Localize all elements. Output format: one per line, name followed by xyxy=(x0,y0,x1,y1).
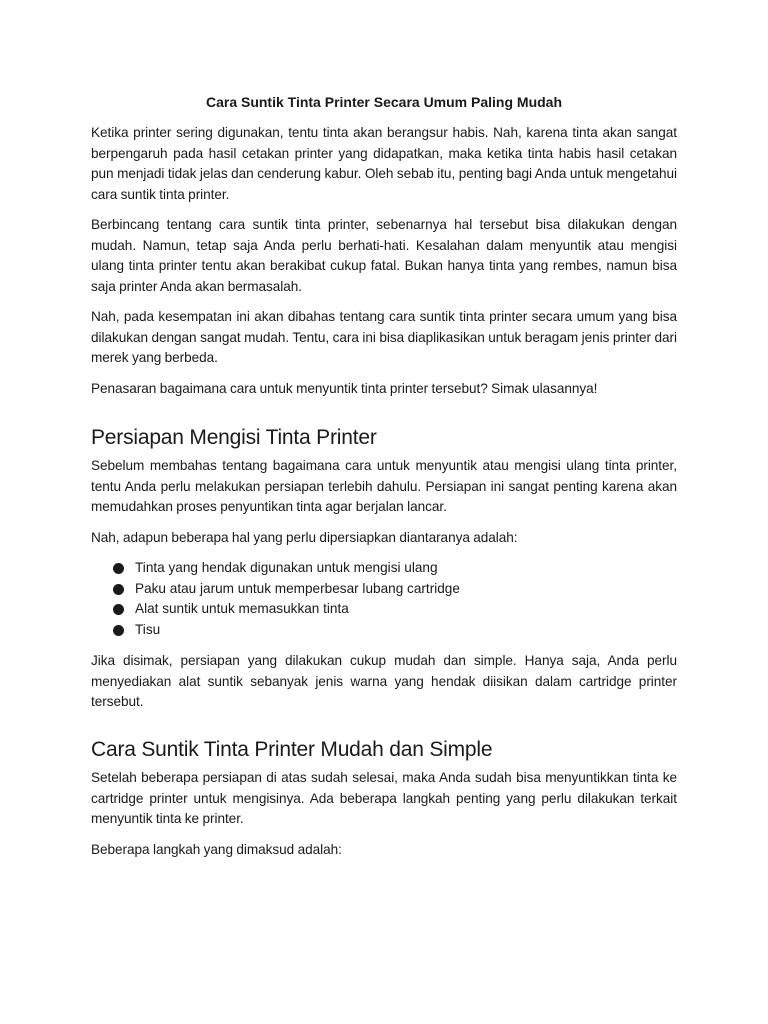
section-heading-cara-suntik: Cara Suntik Tinta Printer Mudah dan Simple xyxy=(91,738,493,761)
list-item-text: Paku atau jarum untuk memperbesar lubang cartridge xyxy=(135,580,460,596)
intro-paragraph-3: Nah, pada kesempatan ini akan dibahas tentang cara suntik tinta printer secara umum yang bisa dilakukan dengan sangat mudah. Tentu, cara ini bisa diaplikasikan untuk beragam jenis printer dari merek yang berbeda. xyxy=(91,309,677,366)
bullet-icon xyxy=(113,563,124,574)
intro-paragraph-4: Penasaran bagaimana cara untuk menyuntik tinta printer tersebut? Simak ulasannya! xyxy=(91,381,598,396)
list-item xyxy=(91,579,677,600)
list-item-text: Tisu xyxy=(135,621,161,637)
intro-paragraph-2: Berbincang tentang cara suntik tinta printer, sebenarnya hal tersebut bisa dilakukan dengan mudah. Namun, tetap saja Anda perlu berhati-hati. Kesalahan dalam menyuntik atau mengisi ulang tinta printer tentu akan berakibat cukup fatal. Bukan hanya tinta yang rembes, namun bisa saja printer Anda akan bermasalah. xyxy=(91,217,677,294)
section1-paragraph-1: Sebelum membahas tentang bagaimana cara untuk menyuntik atau mengisi ulang tinta printer, tentu Anda perlu melakukan persiapan terlebih dahulu. Persiapan ini sangat penting karena akan memudahkan proses penyuntikan tinta agar berjalan lancar. xyxy=(91,458,677,515)
section2-paragraph-1: Setelah beberapa persiapan di atas sudah selesai, maka Anda sudah bisa menyuntikkan tinta ke cartridge printer untuk mengisinya. Ada beberapa langkah penting yang perlu dilakukan terkait menyuntik tinta ke printer. xyxy=(91,770,677,827)
list-item xyxy=(91,599,677,620)
document-title: Cara Suntik Tinta Printer Secara Umum Paling Mudah xyxy=(205,94,563,110)
list-item-text: Tinta yang hendak digunakan untuk mengisi ulang xyxy=(135,560,438,575)
bullet-icon xyxy=(113,584,124,595)
list-item-text: Alat suntik untuk memasukkan tinta xyxy=(135,601,349,617)
bullet-icon xyxy=(113,604,124,615)
preparation-list xyxy=(91,558,677,640)
intro-paragraph-1: Ketika printer sering digunakan, tentu tinta akan berangsur habis. Nah, karena tinta akan sangat berpengaruh pada hasil cetakan printer yang didapatkan, maka ketika tinta habis hasil cetakan pun menjadi tidak jelas dan cenderung kabur. Oleh sebab itu, penting bagi Anda untuk mengetahui cara suntik tinta printer. xyxy=(91,125,677,202)
section-heading-persiapan: Persiapan Mengisi Tinta Printer xyxy=(91,426,377,449)
section1-paragraph-2: Nah, adapun beberapa hal yang perlu dipersiapkan diantaranya adalah: xyxy=(91,530,518,545)
bullet-icon xyxy=(113,625,124,636)
section2-paragraph-2: Beberapa langkah yang dimaksud adalah: xyxy=(91,842,342,857)
list-item xyxy=(91,620,677,641)
section1-closing-paragraph: Jika disimak, persiapan yang dilakukan cukup mudah dan simple. Hanya saja, Anda perlu menyediakan alat suntik sebanyak jenis warna yang hendak diisikan dalam cartridge printer tersebut. xyxy=(91,653,677,710)
list-item xyxy=(91,558,677,579)
